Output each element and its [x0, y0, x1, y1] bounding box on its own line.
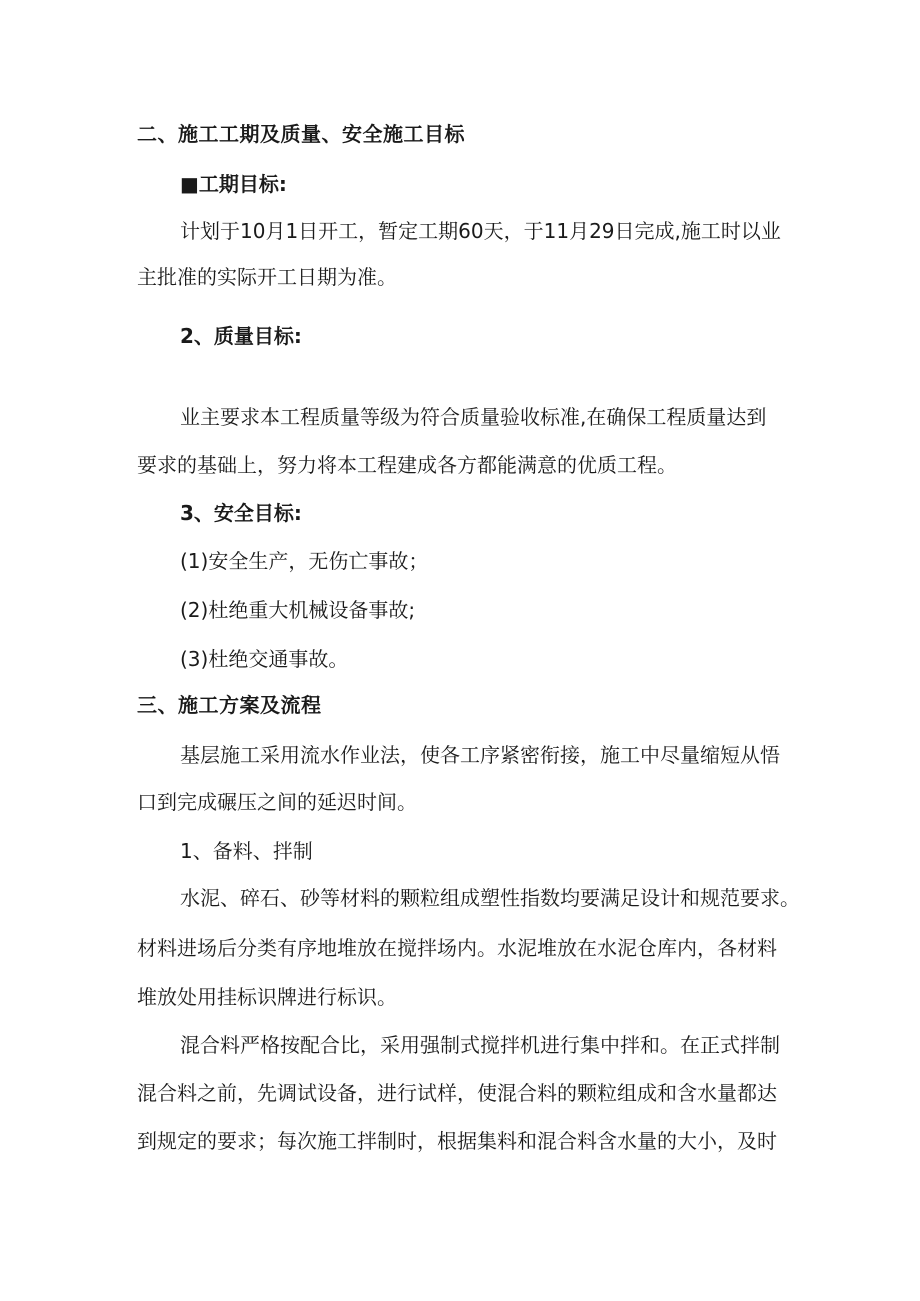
mixing-paragraph-line-1: 混合料严格按配合比，采用强制式搅拌机进行集中拌和。在正式拌制 [180, 1033, 780, 1057]
step-1-heading: 1、备料、拌制 [180, 839, 313, 863]
section-heading-schedule-quality-safety: 二、施工工期及质量、安全施工目标 [137, 122, 465, 146]
mixing-paragraph-line-2: 混合料之前，先调试设备，进行试样，使混合料的颗粒组成和含水量都达 [137, 1081, 777, 1105]
section-heading-construction-plan: 三、施工方案及流程 [137, 693, 322, 717]
safety-item-1: (1)安全生产，无伤亡事故； [180, 549, 429, 573]
quality-target-heading: 2、质量目标: [180, 324, 302, 348]
quality-paragraph-line-1: 业主要求本工程质量等级为符合质量验收标准,在确保工程质量达到 [180, 405, 767, 429]
material-paragraph-line-1: 水泥、碎石、砂等材料的颗粒组成塑性指数均要满足设计和规范要求。 [180, 886, 800, 910]
plan-paragraph-line-2: 口到完成碾压之间的延迟时间。 [137, 790, 417, 814]
material-paragraph-line-2: 材料进场后分类有序地堆放在搅拌场内。水泥堆放在水泥仓库内，各材料 [137, 936, 777, 960]
schedule-target-heading: ■工期目标: [180, 172, 287, 196]
safety-target-heading: 3、安全目标: [180, 501, 302, 525]
schedule-paragraph-line-1: 计划于10月1日开工，暂定工期60天，于11月29日完成,施工时以业 [180, 219, 781, 243]
plan-paragraph-line-1: 基层施工采用流水作业法，使各工序紧密衔接，施工中尽量缩短从悟 [180, 743, 780, 767]
safety-item-2: (2)杜绝重大机械设备事故; [180, 598, 416, 622]
quality-paragraph-line-2: 要求的基础上，努力将本工程建成各方都能满意的优质工程。 [137, 453, 677, 477]
safety-item-3: (3)杜绝交通事故。 [180, 647, 349, 671]
mixing-paragraph-line-3: 到规定的要求；每次施工拌制时，根据集料和混合料含水量的大小，及时 [137, 1129, 777, 1153]
schedule-paragraph-line-2: 主批准的实际开工日期为准。 [137, 265, 397, 289]
material-paragraph-line-3: 堆放处用挂标识牌进行标识。 [137, 985, 397, 1009]
